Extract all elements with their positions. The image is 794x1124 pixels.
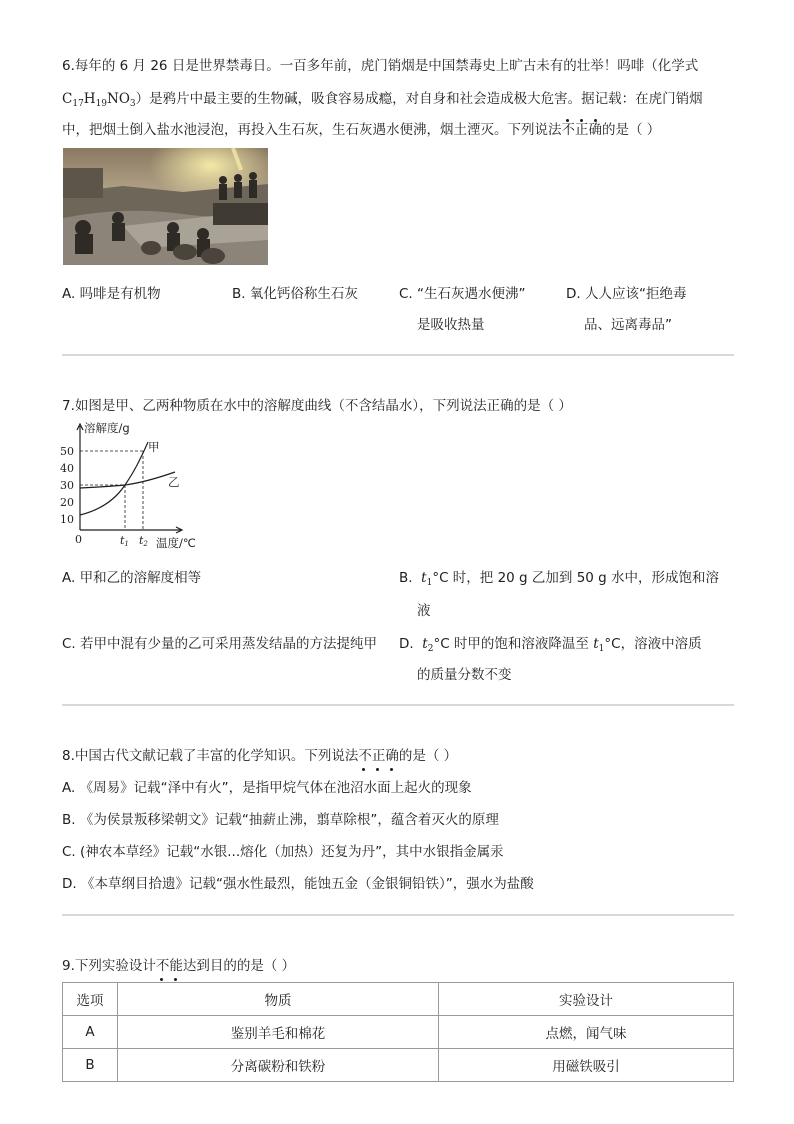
q6-line2-rest: ）是鸦片中最主要的生物碱，吸食容易成瘾，对自身和社会造成极大危害。据记载：在虎门销烟: [135, 91, 703, 107]
x-axis-label: 温度/℃: [156, 536, 196, 550]
humen-opium-destruction-image: [63, 148, 268, 265]
q6-line1: 6.每年的 6 月 26 日是世界禁毒日。一百多年前，虎门销烟是中国禁毒史上旷古未有的壮举！吗啡（化学式: [62, 58, 699, 74]
q8-stem: [62, 746, 457, 766]
q6-line3-b: 的是（ ）: [602, 122, 661, 138]
ytick-20: 20: [60, 496, 74, 509]
curve-yi: [80, 472, 175, 488]
q7-option-a[interactable]: A. 甲和乙的溶解度相等: [62, 570, 202, 586]
formula-c: C: [62, 91, 73, 107]
q8-option-a[interactable]: A. 《周易》记载“泽中有火”，是指甲烷气体在池沼水面上起火的现象: [62, 780, 472, 796]
table-header: 实验设计: [439, 983, 734, 1016]
q8-option-c[interactable]: C. (神农本草经》记载“水银...熔化（加热）还复为丹”，其中水银指金属汞: [62, 844, 504, 860]
divider: [62, 354, 734, 356]
q7-option-b-cont: 液: [417, 603, 431, 619]
q6-option-a[interactable]: A. 吗啡是有机物: [62, 286, 161, 302]
emphasis-dot: [566, 119, 569, 122]
q6-option-d[interactable]: D. 人人应该“拒绝毒: [566, 286, 687, 302]
ytick-30: 30: [60, 479, 74, 492]
table-cell: 鉴别羊毛和棉花: [118, 1016, 439, 1049]
q7-option-d[interactable]: [399, 634, 702, 659]
table-header: 物质: [118, 983, 439, 1016]
curve-yi-label: 乙: [168, 475, 180, 489]
q8-stem-b: 的是（ ）: [398, 748, 458, 764]
q9-stem: [62, 956, 295, 976]
q9-emphasis: [156, 958, 183, 974]
q6-emphasis: [562, 122, 603, 138]
option-letter: B.: [399, 570, 413, 586]
q9-stem-b: 达到目的的是（ ）: [182, 958, 296, 974]
solubility-chart: [60, 420, 210, 552]
q6-line3: [62, 120, 660, 140]
q9-emphasis-text: 不能: [155, 958, 183, 974]
q7-option-c[interactable]: C. 若甲中混有少量的乙可采用蒸发结晶的方法提纯甲: [62, 636, 378, 652]
formula-no: NO: [107, 91, 130, 107]
table-cell: 分离碳粉和铁粉: [118, 1049, 439, 1082]
q7-option-d-cont: 的质量分数不变: [417, 667, 512, 683]
table-header-row: [63, 983, 734, 1016]
q6-line3-a: 中，把烟土倒入盐水池浸泡，再投入生石灰，生石灰遇水便沸，烟土湮灭。下列说法: [62, 122, 562, 138]
table-cell: B: [63, 1049, 118, 1082]
q8-emphasis: [358, 748, 399, 764]
q7-option-d-text: °C 时甲的饱和溶液降温至: [433, 636, 589, 652]
emphasis-dot: [160, 978, 163, 981]
var-t: t: [421, 570, 427, 586]
ytick-50: 50: [60, 445, 74, 458]
emphasis-dot: [376, 768, 379, 771]
q7-option-b[interactable]: [399, 568, 719, 593]
q9-stem-a: 9.下列实验设计: [62, 958, 156, 974]
y-axis-label: 溶解度/g: [84, 421, 130, 435]
q8-option-b[interactable]: B. 《为侯景叛移梁朝文》记载“抽薪止沸，翦草除根”，蕴含着灭火的原理: [62, 812, 499, 828]
var-t: t: [593, 636, 599, 652]
q7-stem: 7.如图是甲、乙两种物质在水中的溶解度曲线（不含结晶水），下列说法正确的是（ ）: [62, 398, 572, 414]
t2-label: t2: [139, 534, 148, 548]
table-cell: 用磁铁吸引: [439, 1049, 734, 1082]
emphasis-dot: [580, 119, 583, 122]
formula-c-sub: 17: [72, 99, 84, 109]
var-t: t: [422, 636, 428, 652]
divider: [62, 704, 734, 706]
emphasis-dot: [174, 978, 177, 981]
scene-illustration: [63, 148, 268, 265]
var-t-sub: 1: [598, 644, 605, 654]
q8-emphasis-text: 不正确: [358, 748, 399, 764]
option-letter: D.: [399, 636, 414, 652]
emphasis-dot: [594, 119, 597, 122]
ytick-10: 10: [60, 513, 74, 526]
t1-label: t1: [120, 534, 129, 548]
var-t-sub: 1: [426, 578, 433, 588]
divider: [62, 914, 734, 916]
formula-h: H: [83, 91, 96, 107]
q7-option-b-text: °C 时，把 20 g 乙加到 50 g 水中，形成饱和溶: [432, 570, 720, 586]
table-header: 选项: [63, 983, 118, 1016]
q6-option-c[interactable]: C. “生石灰遇水便沸”: [399, 286, 526, 302]
experiment-table: [62, 982, 734, 1082]
curve-jia: [80, 442, 148, 515]
curve-jia-label: 甲: [148, 440, 160, 454]
var-t-sub: 2: [427, 644, 434, 654]
origin-label: 0: [75, 533, 82, 546]
table-cell: 点燃，闻气味: [439, 1016, 734, 1049]
q6-option-d-cont: 品、远离毒品”: [584, 317, 672, 333]
q6-line2: [62, 89, 703, 114]
emphasis-dot: [362, 768, 365, 771]
q6-emphasis-text: 不正确: [561, 122, 602, 138]
q7-option-d-text-end: °C，溶液中溶质: [604, 636, 702, 652]
formula-h-sub: 19: [95, 99, 108, 109]
formula-no-sub: 3: [129, 99, 136, 109]
ytick-40: 40: [60, 462, 74, 475]
emphasis-dot: [390, 768, 393, 771]
q8-stem-a: 8.中国古代文献记载了丰富的化学知识。下列说法: [62, 748, 359, 764]
table-row[interactable]: [63, 1016, 734, 1049]
table-row[interactable]: [63, 1049, 734, 1082]
q6-option-b[interactable]: B. 氧化钙俗称生石灰: [232, 286, 358, 302]
q6-option-c-cont: 是吸收热量: [417, 317, 485, 333]
q8-option-d[interactable]: D. 《本草纲目拾遗》记载“强水性最烈，能蚀五金（金银铜铅铁）”，强水为盐酸: [62, 876, 534, 892]
table-cell: A: [63, 1016, 118, 1049]
